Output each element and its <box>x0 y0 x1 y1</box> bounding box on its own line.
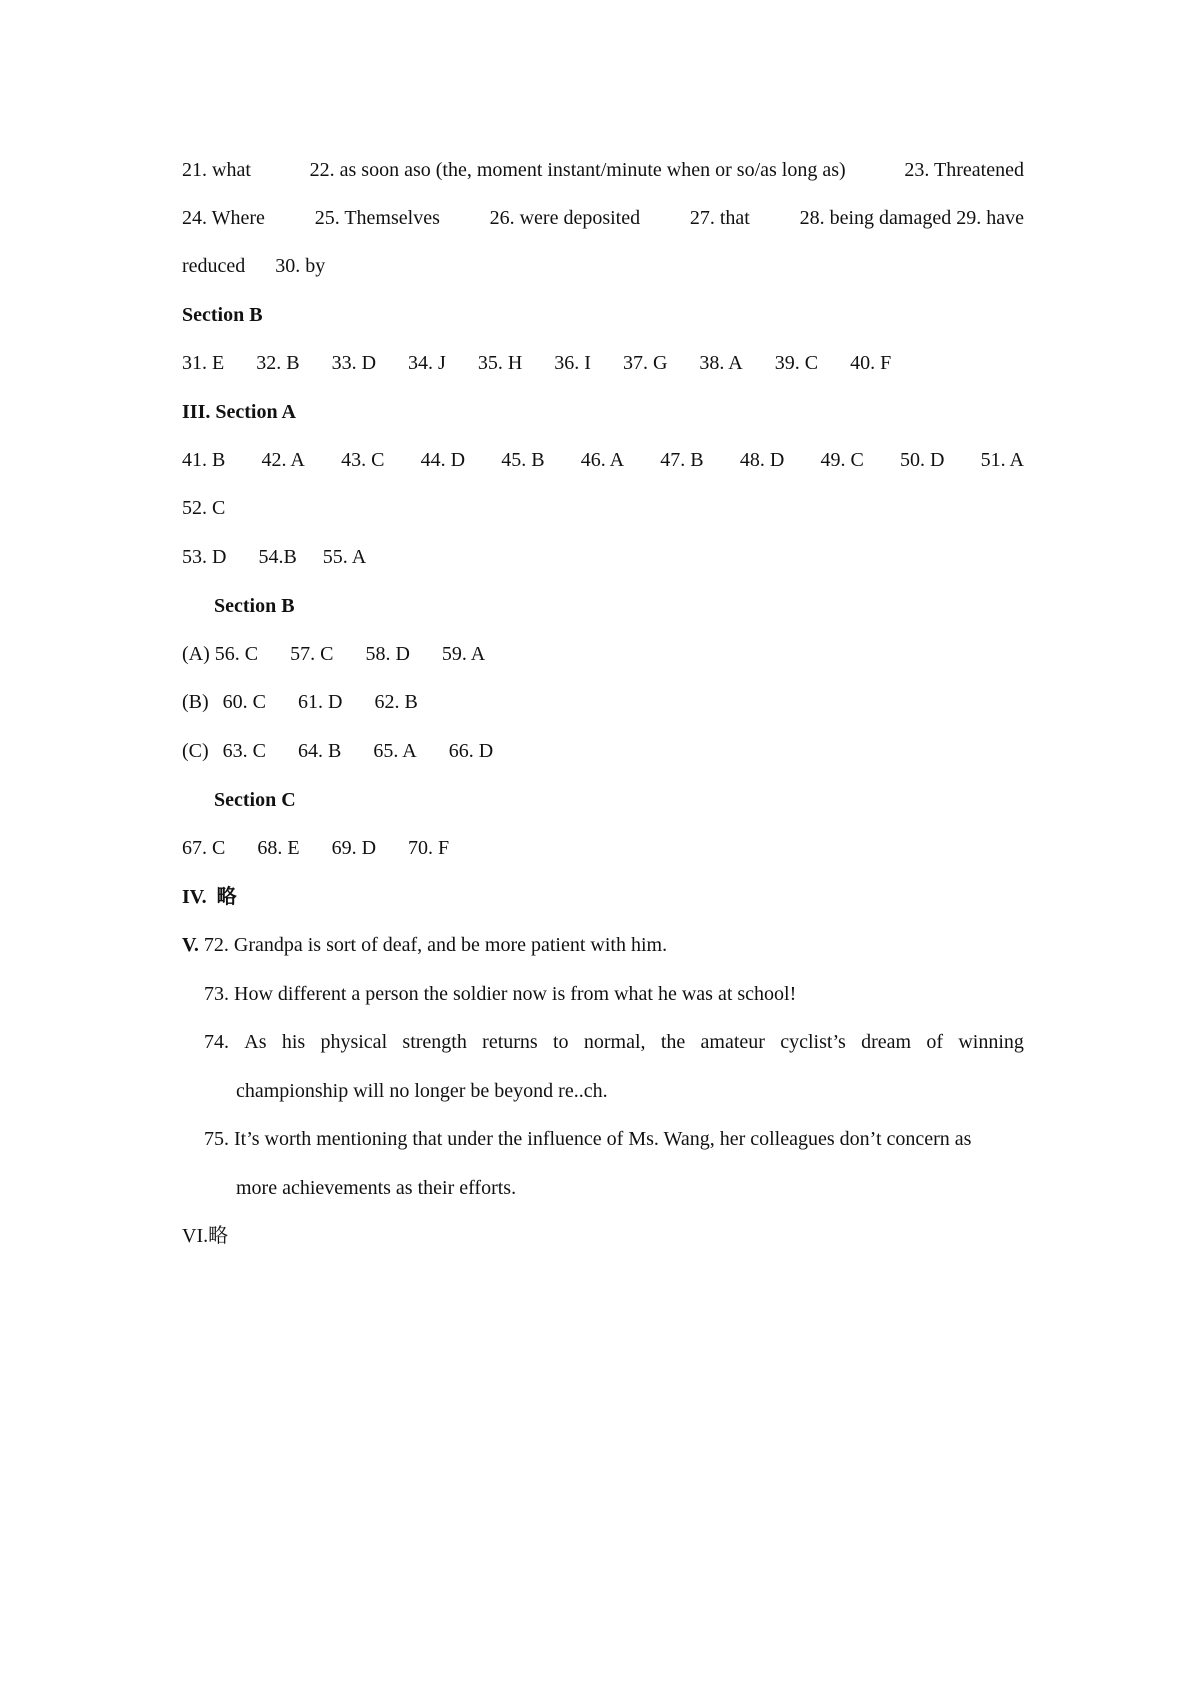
answer-63: 63. C <box>222 740 267 762</box>
answers-67-70 <box>182 834 449 862</box>
part-vi-text: VI.略 <box>182 1225 229 1247</box>
answer-74-word: cyclist’s <box>780 1031 846 1053</box>
answer-21: 21. what <box>182 159 251 181</box>
answer-25: 25. Themselves <box>314 207 440 229</box>
answer-45: 45. B <box>501 449 545 471</box>
part-iv-heading: IV. <box>182 886 207 908</box>
part-v-heading: V. <box>182 934 199 956</box>
answer-37: 37. G <box>622 352 668 374</box>
answer-66: 66. D <box>448 740 494 762</box>
answer-36: 36. I <box>554 352 591 374</box>
answer-75: 75. It’s worth mentioning that under the influence of Ms. Wang, her colleagues don’t concern as <box>204 1128 972 1150</box>
answer-24: 24. Where <box>182 207 265 229</box>
answer-44: 44. D <box>420 449 466 471</box>
answers-53-55 <box>182 543 366 571</box>
answers-29-30-continued <box>182 252 325 280</box>
answer-64: 64. B <box>298 740 342 762</box>
answer-74-word: winning <box>958 1031 1024 1053</box>
answer-50: 50. D <box>900 449 945 471</box>
answer-40: 40. F <box>850 352 892 374</box>
answer-51: 51. A <box>980 449 1024 471</box>
answer-74-word: returns <box>482 1031 538 1053</box>
answer-58: 58. D <box>365 643 410 665</box>
answer-74-word: of <box>926 1031 944 1053</box>
answer-74-word: the <box>660 1031 686 1053</box>
part-v-75-line2 <box>236 1174 516 1202</box>
answer-22: 22. as soon aso (the, moment instant/minute when or so/as long as) <box>309 159 846 181</box>
answers-24-29 <box>182 204 1024 232</box>
answer-30: 30. by <box>275 255 326 277</box>
answer-32: 32. B <box>256 352 300 374</box>
answer-39: 39. C <box>774 352 819 374</box>
answer-72: 72. Grandpa is sort of deaf, and be more patient with him. <box>203 934 668 956</box>
section-iii-b-heading: Section B <box>214 595 295 617</box>
answer-33: 33. D <box>331 352 377 374</box>
part-v-72 <box>182 931 667 959</box>
answer-47: 47. B <box>660 449 704 471</box>
answers-group-b <box>182 688 418 716</box>
answer-74-continued: championship will no longer be beyond re..ch. <box>236 1080 608 1102</box>
answer-74-word: dream <box>861 1031 912 1053</box>
answers-41-51 <box>182 446 1024 474</box>
answer-67: 67. C <box>182 837 226 859</box>
answer-73: 73. How different a person the soldier now is from what he was at school! <box>204 983 797 1005</box>
answer-55: 55. A <box>322 546 367 568</box>
part-v-74-line1 <box>204 1028 1024 1056</box>
answers-group-c <box>182 737 493 765</box>
answer-49: 49. C <box>820 449 864 471</box>
part-v-73 <box>204 980 796 1008</box>
section-iii-a-heading: III. Section A <box>182 401 296 423</box>
part-v-75-line1 <box>204 1125 971 1153</box>
answer-53: 53. D <box>182 546 227 568</box>
answer-65: 65. A <box>373 740 417 762</box>
answer-43: 43. C <box>341 449 385 471</box>
answer-74-word: physical <box>320 1031 388 1053</box>
answer-74-word: 74. <box>204 1031 229 1053</box>
answer-74-word: amateur <box>700 1031 765 1053</box>
answer-68: 68. E <box>257 837 300 859</box>
answer-28-29: 28. being damaged 29. have <box>799 207 1024 229</box>
answers-21-23 <box>182 156 1024 184</box>
answer-69: 69. D <box>331 837 377 859</box>
answer-74-word: strength <box>402 1031 467 1053</box>
answer-46: 46. A <box>580 449 625 471</box>
section-b-heading: Section B <box>182 304 263 326</box>
answer-74-word: to <box>553 1031 569 1053</box>
part-vi <box>182 1222 228 1250</box>
group-c-label: (C) <box>182 740 209 762</box>
answers-31-40 <box>182 349 891 377</box>
answer-59: 59. A <box>441 643 486 665</box>
answer-48: 48. D <box>739 449 785 471</box>
answer-52: 52. C <box>182 497 226 519</box>
answer-52-line <box>182 494 225 522</box>
group-a-label: (A) 56. C <box>182 643 259 665</box>
answer-35: 35. H <box>477 352 523 374</box>
answer-29-continued: reduced <box>182 255 246 277</box>
part-v-74-line2 <box>236 1077 608 1105</box>
answers-group-a <box>182 640 485 668</box>
answer-34: 34. J <box>408 352 446 374</box>
answer-74-word: his <box>281 1031 306 1053</box>
answer-60: 60. C <box>222 691 267 713</box>
part-iv-text: 略 <box>216 886 237 908</box>
answer-23: 23. Threatened <box>904 159 1024 181</box>
answer-42: 42. A <box>261 449 305 471</box>
answer-74-word: normal, <box>583 1031 646 1053</box>
answer-38: 38. A <box>699 352 743 374</box>
section-iii-c-heading: Section C <box>214 789 296 811</box>
answer-70: 70. F <box>408 837 450 859</box>
answer-75-continued: more achievements as their efforts. <box>236 1177 517 1199</box>
part-iv <box>182 883 237 911</box>
answer-54: 54.B <box>258 546 297 568</box>
group-b-label: (B) <box>182 691 209 713</box>
answer-26: 26. were deposited <box>489 207 641 229</box>
answer-62: 62. B <box>374 691 418 713</box>
answer-74-word: As <box>244 1031 267 1053</box>
answer-61: 61. D <box>298 691 343 713</box>
answer-57: 57. C <box>290 643 334 665</box>
answer-27: 27. that <box>689 207 750 229</box>
answer-41: 41. B <box>182 449 226 471</box>
answer-31: 31. E <box>182 352 225 374</box>
